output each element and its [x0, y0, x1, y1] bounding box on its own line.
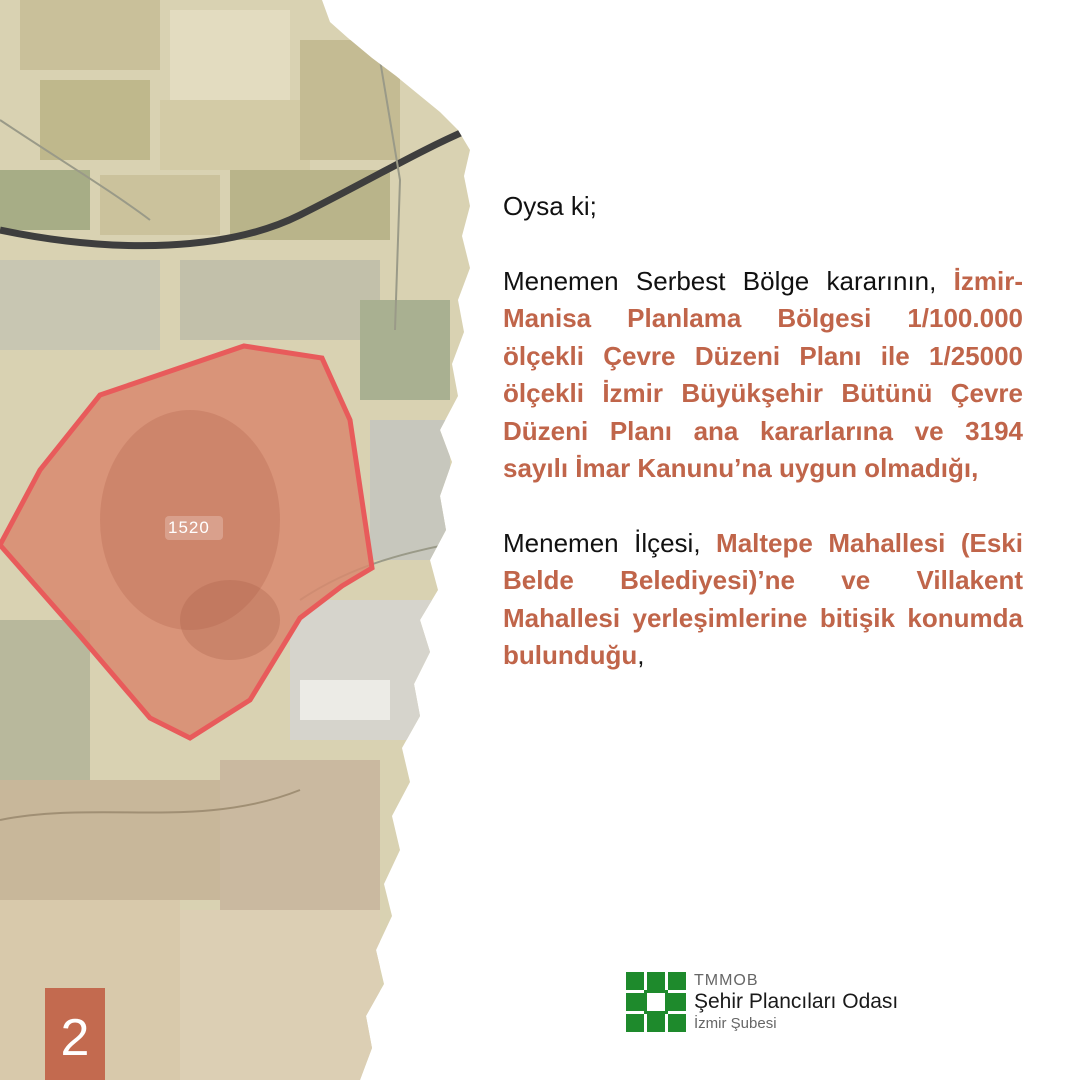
p1-highlight: İzmir-Manisa Planlama Bölgesi 1/100.000 ölçekli Çevre Düzeni Planı ile 1/25000 ölçekli İzmir Büyükşehir Bütünü Çevre Düzeni Planı ana kararlarına ve 3194 sayılı İmar Kanunu’na uygun olmadığı, — [503, 265, 1023, 483]
logo-line-branch: İzmir Şubesi — [694, 1015, 777, 1032]
organization-logo — [626, 972, 926, 1034]
p2-highlight: Maltepe Mahallesi (Eski Belde Belediyesi)’ne ve Villakent Mahallesi yerleşimlerine bitişik konumda bulunduğu — [503, 527, 1023, 670]
paragraph-plan-compliance — [503, 263, 1023, 488]
paragraph-location — [503, 525, 1023, 675]
page-number-badge: 2 — [45, 988, 105, 1080]
p2-tail: , — [637, 640, 645, 670]
logo-text — [694, 972, 898, 1034]
logo-line-tmmob: TMMOB — [694, 972, 759, 989]
intro-text: Oysa ki; — [503, 191, 597, 221]
parcel-label: 1520 — [168, 518, 210, 537]
p2-plain: Menemen İlçesi, — [503, 527, 701, 558]
p1-plain: Menemen Serbest Bölge kararının, — [503, 265, 937, 296]
logo-line-organization: Şehir Plancıları Odası — [694, 990, 899, 1013]
satellite-map — [0, 0, 480, 1080]
spo-logo-icon — [626, 972, 686, 1032]
main-text — [503, 188, 1023, 675]
